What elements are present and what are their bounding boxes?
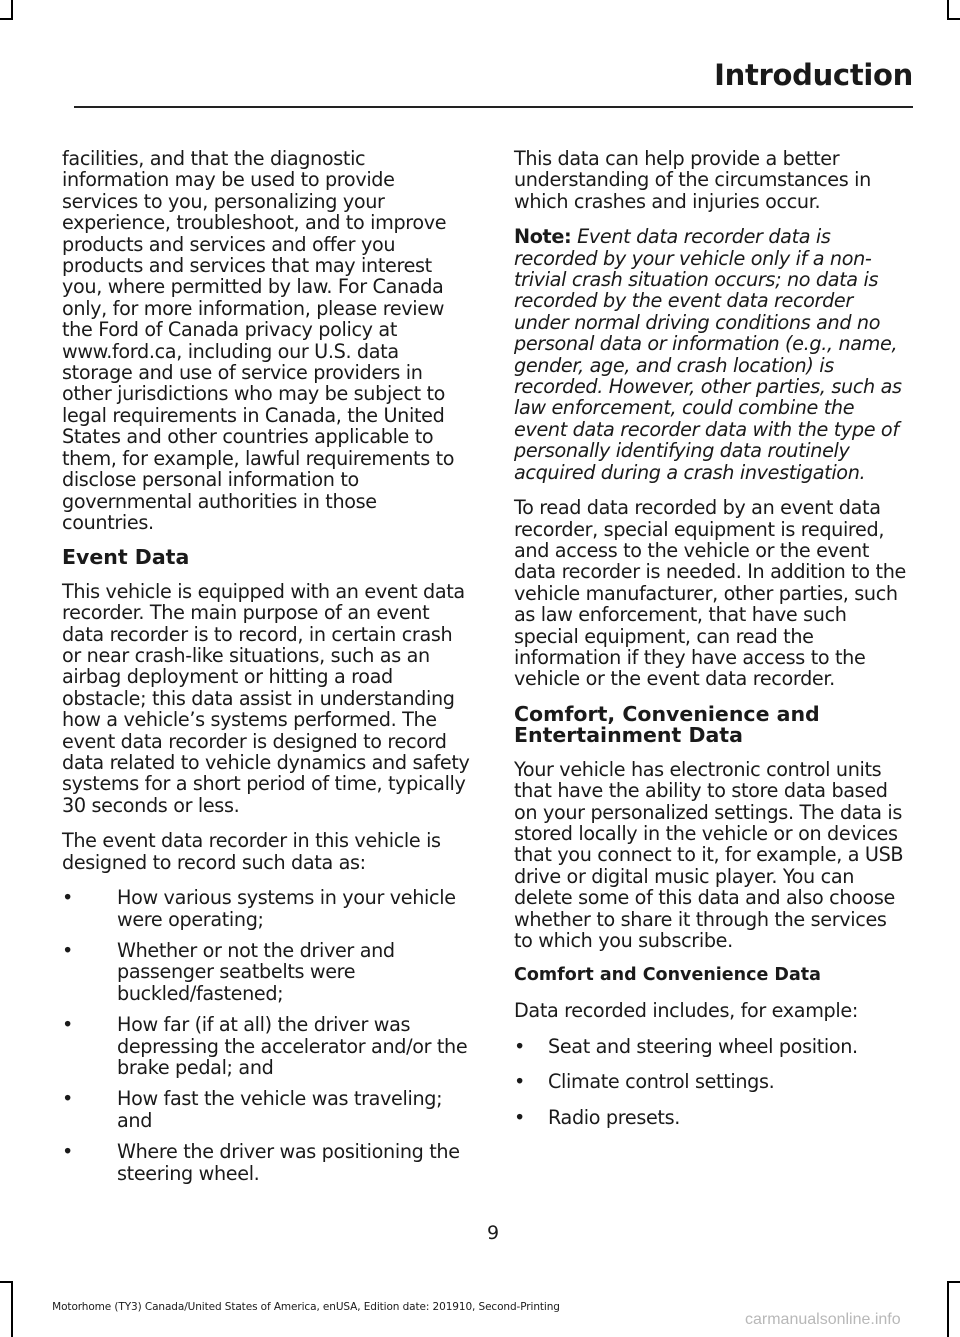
right-column xyxy=(514,148,908,1142)
list-item-text: Seat and steering wheel position. xyxy=(548,1034,858,1058)
list-item xyxy=(514,1107,908,1128)
page-title: Introduction xyxy=(714,58,913,92)
event-data-list xyxy=(62,887,474,1184)
bullet-icon: • xyxy=(62,1013,73,1037)
recorded-intro: Data recorded includes, for example: xyxy=(514,999,858,1023)
crop-mark xyxy=(947,0,949,20)
list-item xyxy=(514,1036,908,1057)
list-item xyxy=(62,1014,474,1078)
comfort-paragraph: Your vehicle has electronic control units that have the ability to store data based on your personalized settings. The data is stored locally in the vehicle or on devices that you connect to it, for example, a USB drive or digital music player. You can delete some of this data and also choose whether to share it through the services to which you subscribe. xyxy=(514,757,904,952)
list-item-text: Climate control settings. xyxy=(548,1070,775,1094)
crop-mark xyxy=(0,18,13,20)
read-paragraph: To read data recorded by an event data recorder, special equipment is required, and access to the vehicle or the event data recorder is needed. In addition to the vehicle manufacturer, other parties, such as law enforcement, that have such special equipment, can read the information if they have access to the vehicle or the event data recorder. xyxy=(514,496,906,691)
intro-paragraph: facilities, and that the diagnostic information may be used to provide services to you, personalizing your experience, troubleshoot, and to improve products and services and offer you products and services that may interest you, where permitted by law. For Canada only, for more information, please review the Ford of Canada privacy policy at www.ford.ca, including our U.S. data storage and use of service providers in other jurisdictions who may be subject to legal requirements in Canada, the United States and other countries applicable to them, for example, lawful requirements to disclose personal information to governmental authorities in those countries. xyxy=(62,147,455,534)
list-item xyxy=(62,887,474,930)
header-divider xyxy=(74,106,913,108)
help-paragraph: This data can help provide a better understanding of the circumstances in which crashes and injuries occur. xyxy=(514,147,871,213)
note-paragraph xyxy=(514,226,908,483)
list-item xyxy=(62,1141,474,1184)
bullet-icon: • xyxy=(514,1070,525,1094)
list-item xyxy=(62,1088,474,1131)
list-item-text: How far (if at all) the driver was depressing the accelerator and/or the brake pedal; and xyxy=(117,1013,468,1079)
crop-mark xyxy=(0,1281,13,1283)
crop-mark xyxy=(947,1281,949,1337)
crop-mark xyxy=(947,18,960,20)
list-item xyxy=(62,940,474,1004)
page-number: 9 xyxy=(486,1222,500,1244)
list-item-text: Whether or not the driver and passenger seatbelts were buckled/fastened; xyxy=(117,938,395,1005)
bullet-icon: • xyxy=(62,938,73,962)
bullet-icon: • xyxy=(514,1034,525,1058)
bullet-icon: • xyxy=(62,1087,73,1111)
event-data-heading: Event Data xyxy=(62,545,190,570)
list-item xyxy=(514,1071,908,1092)
crop-mark xyxy=(11,0,13,20)
event-data-paragraph: This vehicle is equipped with an event data recorder. The main purpose of an event data recorder is to record, in certain crash or near crash-like situations, such as an airbag deployment or hitting a road obstacle; this data assist in understanding how a vehicle’s systems performed. The event data recorder is designed to record data related to vehicle dynamics and safety systems for a short period of time, typically 30 seconds or less. xyxy=(62,579,470,817)
bullet-icon: • xyxy=(514,1105,525,1129)
comfort-heading: Comfort, Convenience and Entertainment Data xyxy=(514,701,820,748)
list-item-text: How various systems in your vehicle were operating; xyxy=(117,886,456,931)
list-item-text: Radio presets. xyxy=(548,1105,680,1129)
bullet-icon: • xyxy=(62,1140,73,1164)
crop-mark xyxy=(947,1281,960,1283)
comfort-data-list xyxy=(514,1036,908,1128)
bullet-icon: • xyxy=(62,886,73,910)
list-item-text: Where the driver was positioning the steering wheel. xyxy=(117,1140,460,1185)
left-column xyxy=(62,148,474,1194)
note-label: Note: xyxy=(514,225,572,249)
list-item-text: How fast the vehicle was traveling; and xyxy=(117,1087,443,1132)
comfort-subheading: Comfort and Convenience Data xyxy=(514,965,821,986)
watermark: carmanualsonline.info xyxy=(745,1311,901,1328)
page-footer: Motorhome (TY3) Canada/United States of America, enUSA, Edition date: 201910, Second-Printing xyxy=(52,1301,560,1313)
note-text: Event data recorder data is recorded by your vehicle only if a non-trivial crash situation occurs; no data is recorded by the event data recorder under normal driving conditions and no personal data or information (e.g., name, gender, age, and crash location) is recorded. However, other parties, such as law enforcement, could combine the event data recorder data with the type of personally identifying data routinely acquired during a crash investigation. xyxy=(514,225,902,484)
record-intro: The event data recorder in this vehicle is designed to record such data as: xyxy=(62,829,441,874)
